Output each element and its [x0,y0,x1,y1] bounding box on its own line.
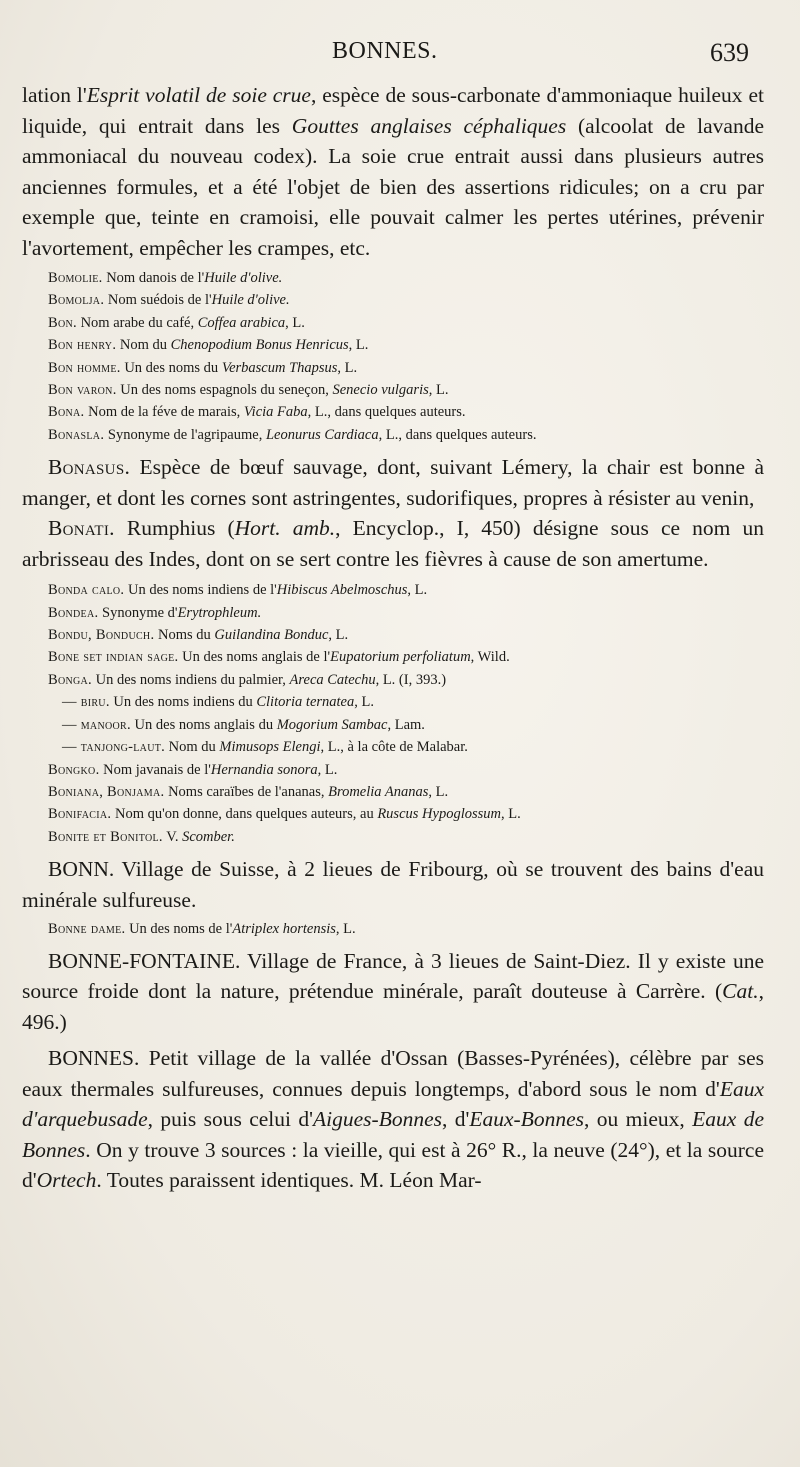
entry-bomolie: Bomolie. Nom danois de l'Huile d'olive. [48,270,283,286]
entry-bonasla: Bonasla. Synonyme de l'agripaume, Leonurus Cardiaca, L., dans quelques auteurs. [48,426,537,443]
entry-bonnes: BONNES. Petit village de la vallée d'Ossan (Basses-Pyrénées), célèbre par ses eaux thermales sulfureuses, connues depuis longtemps, d'abord sous le nom d'Eaux d'arquebusade, puis sous celui d'Aigues-Bonnes, d'Eaux-Bonnes, ou mieux, Eaux de Bonnes. On y trouve 3 sources : la vieille, qui est à 26° R., la neuve (24°), et la source d'Ortech. Toutes paraissent identiques. M. Léon Mar- [22,1046,765,1193]
page-header [0,38,800,78]
entry-bonga: Bonga. Un des noms indiens du palmier, Areca Catechu, L. (I, 393.) [48,671,447,688]
entry-bongko: Bongko. Nom javanais de l'Hernandia sonora, L. [48,761,338,778]
entry-bonne-fontaine: BONNE-FONTAINE. Village de France, à 3 lieues de Saint-Diez. Il y existe une source froide dont la nature, prétendue minérale, paraît douteuse à Carrère. (Cat., 496.) [22,948,764,1034]
entry-bonite: Bonite et Bonitol. V. Scomber. [48,828,235,845]
small-entries-group-2 [22,579,764,848]
entry-bon-homme: Bon homme. Un des noms du Verbascum Thapsus, L. [48,359,358,376]
entry-bon-varon: Bon varon. Un des noms espagnols du seneçon, Senecio vulgaris, L. [48,382,449,399]
entry-bonn: BONN. Village de Suisse, à 2 lieues de Fribourg, où se trouvent des bains d'eau minérale sulfureuse. [22,857,764,912]
entry-bonasus: Bonasus. Espèce de bœuf sauvage, dont, suivant Lémery, la chair est bonne à manger, et dont les cornes sont astringentes, sudorifiques, propres à résister au venin, [22,455,764,510]
entry-bona: Bona. Nom de la féve de marais, Vicia Faba, L., dans quelques auteurs. [48,404,466,421]
small-entries-group-1 [22,267,764,446]
entry-bonati: Bonati. Rumphius (Hort. amb., Encyclop., I, 450) désigne sous ce nom un arbrisseau des Indes, dont on se sert contre les fièvres à cause de son amertume. [22,516,764,571]
entry-bonne-dame: Bonne dame. Un des noms de l'Atriplex hortensis, L. [48,921,356,938]
entry-bonga-biru: — biru. Un des noms indiens du Clitoria ternatea, L. [62,694,374,711]
entry-bon: Bon. Nom arabe du café, Coffea arabica, L. [48,314,305,331]
entry-bon-henry: Bon henry. Nom du Chenopodium Bonus Henricus, L. [48,337,369,354]
entry-continuation: lation l'Esprit volatil de soie crue, espèce de sous-carbonate d'ammoniaque huileux et liquide, qui entrait dans les Gouttes anglaises céphaliques (alcoolat de lavande ammoniacal du nouveau codex). La soie crue entrait aussi dans plusieurs autres anciennes formules, et a été l'objet de bien des assertions ridicules; on a cru par exemple que, teinte en cramoisi, elle pouvait calmer les pertes utérines, prévenir l'avortement, empêcher les crampes, etc. [22,83,764,260]
entry-bonga-tanjong-laut: — tanjong-laut. Nom du Mimusops Elengi, L., à la côte de Malabar. [62,739,468,756]
page-body [22,80,764,1196]
entry-bonifacia: Bonifacia. Nom qu'on donne, dans quelques auteurs, au Ruscus Hypoglossum, L. [48,806,521,823]
entry-bonga-manoor: — manoor. Un des noms anglais du Mogorium Sambac, Lam. [62,716,425,733]
running-head: BONNES. [332,38,438,64]
entry-bomolja: Bomolja. Nom suédois de l'Huile d'olive. [48,292,290,309]
entry-boniana: Boniana, Bonjama. Noms caraïbes de l'ananas, Bromelia Ananas, L. [48,783,449,800]
entry-bondu: Bondu, Bonduch. Noms du Guilandina Bonduc, L. [48,627,349,644]
page-number: 639 [710,38,749,67]
entry-bonda-calo: Bonda calo. Un des noms indiens de l'Hibiscus Abelmoschus, L. [48,582,428,599]
entry-bone-set: Bone set indian sage. Un des noms anglais de l'Eupatorium perfoliatum, Wild. [48,649,510,666]
entry-bondea: Bondea. Synonyme d'Erytrophleum. [48,604,262,621]
